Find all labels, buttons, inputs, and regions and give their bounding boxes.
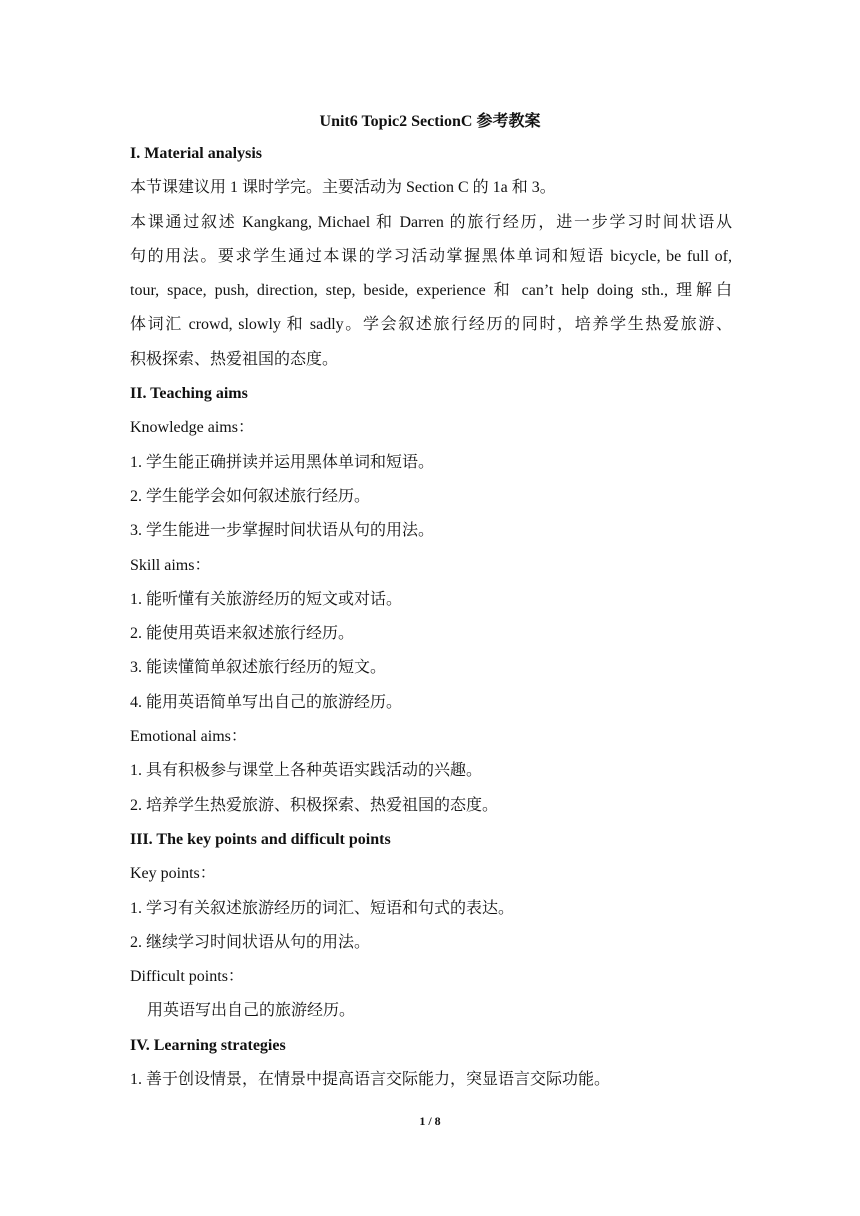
list-item: 1. 能听懂有关旅游经历的短文或对话。 bbox=[130, 590, 403, 608]
section-heading-material: I. Material analysis bbox=[130, 145, 262, 162]
list-item: 1. 学生能正确拼读并运用黑体单词和短语。 bbox=[130, 453, 435, 471]
paragraph-line: tour, space, push, direction, step, beside, experience 和 can’t help doing sth., 理解白 bbox=[130, 282, 732, 300]
list-item: 3. 能读懂简单叙述旅行经历的短文。 bbox=[130, 659, 387, 677]
skill-aims-label: Skill aims： bbox=[130, 556, 211, 574]
difficult-points-text: 用英语写出自己的旅游经历。 bbox=[147, 1002, 356, 1020]
list-item: 1. 善于创设情景，在情景中提高语言交际能力，突显语言交际功能。 bbox=[130, 1071, 611, 1089]
list-item: 2. 学生能学会如何叙述旅行经历。 bbox=[130, 487, 371, 505]
document-title: Unit6 Topic2 SectionC 参考教案 bbox=[319, 113, 541, 130]
paragraph-line: 体词汇 crowd, slowly 和 sadly。学会叙述旅行经历的同时，培养学生热爱旅游、 bbox=[130, 316, 732, 334]
list-item: 2. 继续学习时间状语从句的用法。 bbox=[130, 933, 371, 951]
document-body bbox=[130, 143, 732, 1103]
section-heading-key-points: III. The key points and difficult points bbox=[130, 830, 391, 848]
list-item: 2. 能使用英语来叙述旅行经历。 bbox=[130, 625, 355, 643]
list-item: 3. 学生能进一步掌握时间状语从句的用法。 bbox=[130, 522, 435, 540]
material-paragraph-1: 本节课建议用 1 课时学完。主要活动为 Section C 的 1a 和 3。 bbox=[130, 179, 556, 197]
difficult-points-label: Difficult points： bbox=[130, 968, 244, 986]
page-number: 1 / 8 bbox=[419, 1114, 441, 1128]
section-heading-strategies: IV. Learning strategies bbox=[130, 1036, 286, 1054]
list-item: 1. 具有积极参与课堂上各种英语实践活动的兴趣。 bbox=[130, 762, 483, 780]
list-item: 2. 培养学生热爱旅游、积极探索、热爱祖国的态度。 bbox=[130, 796, 499, 814]
material-paragraph-2 bbox=[130, 212, 732, 371]
knowledge-aims-label: Knowledge aims： bbox=[130, 419, 254, 437]
paragraph-line: 本课通过叙述 Kangkang, Michael 和 Darren 的旅行经历，进一步学习时间状语从 bbox=[130, 213, 732, 231]
list-item: 1. 学习有关叙述旅游经历的词汇、短语和句式的表达。 bbox=[130, 899, 515, 917]
paragraph-line: 积极探索、热爱祖国的态度。 bbox=[130, 350, 339, 368]
paragraph-line: 句的用法。要求学生通过本课的学习活动掌握黑体单词和短语 bicycle, be full of, bbox=[130, 247, 732, 265]
section-heading-aims: II. Teaching aims bbox=[130, 385, 248, 403]
list-item: 4. 能用英语简单写出自己的旅游经历。 bbox=[130, 693, 403, 711]
key-points-label: Key points： bbox=[130, 865, 216, 883]
emotional-aims-label: Emotional aims： bbox=[130, 728, 247, 746]
